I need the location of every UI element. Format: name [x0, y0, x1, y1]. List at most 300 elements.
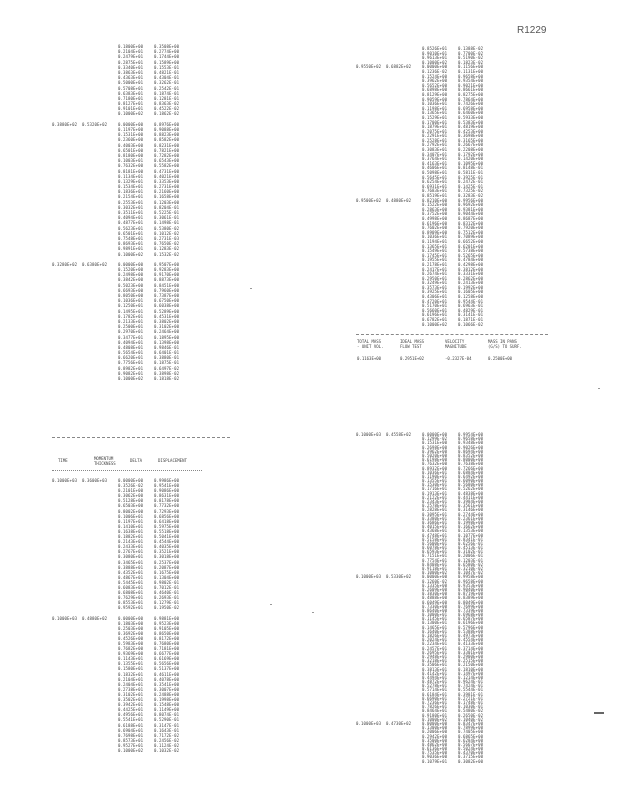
displacement-cell: 0.1532E-02 [154, 251, 180, 257]
thickness-cell: 0.3600E+03 [82, 478, 108, 483]
displacement-cell: 0.6284E+00 [458, 737, 484, 743]
delta-cell: 0.6593E+01 [422, 549, 448, 555]
delta-cell: 0.0000E+00 [422, 574, 448, 580]
scan-speck [312, 612, 314, 613]
displacement-cell: 0.3210E-02 [458, 566, 484, 571]
delta-cell: 0.7330E+00 [422, 603, 448, 609]
delta-cell: 0.8181E+00 [118, 168, 144, 174]
displacement-cell: 0.8389E+00 [458, 595, 484, 601]
displacement-cell: 0.2361E+00 [458, 515, 484, 521]
header-momentum-thickness: MOMENTUM THICKNESS [94, 456, 116, 466]
delta-cell: 0.2948E+01 [422, 653, 448, 659]
delta-cell: 0.2695E+01 [422, 649, 448, 655]
displacement-cell: 0.5796E+00 [458, 624, 484, 630]
delta-cell: 0.9036E+00 [422, 754, 448, 760]
displacement-cell: 0.7680E+00 [154, 641, 180, 646]
displacement-cell: 0.5225E-01 [154, 210, 180, 215]
displacement-cell: 0.3541E+00 [154, 681, 180, 687]
delta-cell: 0.7682E+00 [118, 646, 144, 652]
header-rule-top [52, 437, 230, 438]
delta-cell: 0.4720E+01 [422, 298, 448, 304]
delta-cell: 0.1000E+02 [422, 570, 448, 576]
delta-cell: 0.5708E+01 [118, 85, 144, 91]
delta-cell: 0.4888E+00 [422, 595, 448, 601]
displacement-cell: 0.1095E+00 [458, 160, 484, 166]
displacement-cell: 0.7864E+00 [458, 96, 484, 102]
displacement-cell: 0.1281E-01 [154, 95, 180, 101]
delta-cell: 0.3863E+01 [118, 69, 144, 75]
displacement-cell: 0.6856E+00 [154, 513, 180, 519]
displacement-cell: 0.3561E+00 [458, 503, 484, 509]
displacement-cell: 0.4298E+00 [458, 261, 484, 267]
delta-cell: 0.0000E+00 [118, 615, 144, 621]
delta-cell: 0.1520E+00 [118, 267, 144, 273]
time-cell [52, 748, 82, 753]
delta-cell: 0.3249E+01 [422, 280, 448, 286]
delta-cell: 0.9082E+01 [118, 370, 144, 376]
displacement-cell: 0.8582E+00 [154, 137, 180, 143]
delta-cell: 0.6501E+01 [118, 230, 144, 236]
displacement-cell: 0.1498E-01 [154, 220, 180, 226]
delta-cell: 0.2343E+01 [422, 499, 448, 504]
delta-cell: 0.2500E+01 [118, 324, 144, 330]
delta-cell: 0.5128E+00 [118, 498, 144, 504]
delta-cell: 0.2738E+01 [118, 686, 144, 692]
delta-cell: 0.3500E+00 [422, 737, 448, 743]
delta-cell: 0.2528E+01 [422, 137, 448, 143]
displacement-cell: 0.1032E-02 [154, 747, 180, 753]
delta-cell: 0.6383E+01 [118, 90, 144, 96]
delta-cell: 0.6196E+00 [422, 220, 448, 226]
delta-cell: 0.2767E+01 [118, 549, 144, 555]
displacement-cell: 0.1203E-01 [458, 557, 484, 563]
delta-cell: 0.1782E+01 [118, 313, 144, 319]
delta-cell: 0.7632E+00 [118, 163, 144, 169]
displacement-cell: 0.4973E+00 [458, 633, 484, 638]
delta-cell: 0.1465E+01 [422, 624, 448, 630]
displacement-cell: 0.6256E-01 [458, 540, 484, 546]
displacement-cell: 0.8687E+00 [458, 215, 484, 221]
displacement-cell: 0.3061E-01 [154, 215, 180, 221]
displacement-cell: 0.1398E+00 [154, 339, 180, 345]
delta-cell: 0.1000E+02 [422, 716, 448, 722]
displacement-cell: 0.5265E+00 [458, 252, 484, 258]
displacement-cell: 0.6580E-02 [458, 561, 484, 567]
delta-cell: 0.4306E+01 [422, 294, 448, 300]
delta-cell: 0.4094E+01 [118, 215, 144, 221]
displacement-cell: 0.5380E-02 [154, 225, 180, 231]
displacement-cell: 0.6963E-01 [458, 303, 484, 309]
displacement-cell: 0.5290E-01 [154, 717, 180, 723]
delta-cell: 0.5445E+01 [118, 579, 144, 585]
header-rule-bottom [52, 470, 202, 471]
delta-cell: 0.3080E+01 [118, 554, 144, 560]
delta-cell: 0.6136E+00 [422, 746, 448, 752]
delta-cell: 0.5714E+01 [422, 687, 448, 693]
delta-cell: 0.8640E+00 [422, 607, 448, 613]
delta-cell: 0.2006E+00 [422, 729, 448, 735]
delta-cell: 0.3502E+01 [118, 697, 144, 703]
delta-cell: 0.1495E+01 [118, 308, 144, 314]
displacement-cell: 0.2515E+00 [458, 658, 484, 664]
delta-cell: 0.0000E+00 [422, 432, 448, 437]
delta-cell: 0.2970E+01 [118, 329, 144, 335]
displacement-cell: 0.9021E+00 [458, 82, 484, 88]
displacement-cell: 0.1748E-01 [458, 700, 484, 705]
delta-cell: 0.7629E+01 [118, 595, 144, 601]
displacement-cell: 0.7172E-02 [154, 732, 180, 738]
displacement-cell: 0.5680E+00 [458, 482, 484, 488]
delta-cell: 0.2674E+01 [422, 271, 448, 277]
delta-cell: 0.9101E+01 [118, 106, 144, 112]
displacement-cell: 0.1792E+00 [458, 151, 484, 157]
time-cell [356, 759, 386, 763]
displacement-cell: 0.1862E-02 [154, 111, 180, 117]
delta-cell: 0.4748E+01 [422, 532, 448, 538]
delta-cell: 0.2234E+01 [422, 641, 448, 647]
delta-cell: 0.6693E+00 [118, 287, 144, 293]
displacement-cell: 0.4522E-02 [154, 106, 180, 112]
displacement-cell: 0.8451E+00 [154, 282, 180, 288]
delta-cell: 0.1745E+01 [422, 252, 448, 258]
displacement-cell: 0.8000E+00 [458, 457, 484, 463]
displacement-cell: 0.3165E+00 [458, 137, 484, 143]
scan-mark [594, 712, 604, 714]
displacement-cell: 0.5544E-01 [458, 687, 484, 693]
table-row [356, 759, 494, 763]
delta-cell: 0.3477E+01 [118, 334, 144, 340]
displacement-cell: 0.8976E+00 [154, 121, 180, 127]
delta-cell: 0.3764E+01 [422, 156, 448, 162]
delta-cell: 0.3506E+01 [422, 662, 448, 668]
delta-cell: 0.8127E+01 [118, 101, 144, 107]
displacement-cell: 0.1950E-02 [154, 605, 180, 611]
delta-cell: 0.7535E+00 [422, 750, 448, 756]
displacement-cell: 0.9353E+00 [458, 582, 484, 588]
left-lower-table [52, 478, 190, 753]
displacement-cell: 0.9105E+00 [154, 625, 180, 631]
delta-cell: 0.9059E+00 [422, 96, 448, 102]
delta-cell: 0.6184E+01 [422, 691, 448, 697]
displacement-cell: 0.4784E+00 [458, 257, 484, 263]
delta-cell: 0.6078E+01 [422, 545, 448, 551]
displacement-cell: 0.5582E+00 [154, 163, 180, 169]
displacement-cell: 0.6652E+00 [458, 238, 484, 244]
displacement-cell: 0.2862E+00 [458, 275, 484, 281]
delta-cell: 0.1190E+01 [422, 473, 448, 479]
thickness-cell: 0.4558E+02 [386, 432, 412, 437]
displacement-cell: 0.8363E-02 [154, 101, 180, 107]
scan-speck [270, 604, 272, 605]
delta-cell: 0.1079E+01 [422, 758, 448, 764]
displacement-cell: 0.3898E-02 [154, 370, 180, 376]
delta-cell: 0.2360E+00 [118, 137, 144, 143]
delta-cell: 0.6904E+01 [118, 727, 144, 733]
displacement-cell: 0.5388E+00 [458, 628, 484, 634]
displacement-cell: 0.9881E+00 [154, 615, 180, 621]
header-displacement: DISPLACEMENT [158, 458, 187, 463]
delta-cell: 0.2609E+00 [422, 586, 448, 592]
delta-cell: 0.7632E+00 [422, 461, 448, 467]
delta-cell: 0.1524E+00 [422, 73, 448, 79]
thickness-cell: 0.5320E+02 [82, 121, 108, 127]
time-cell: 0.3880E+02 [52, 121, 78, 127]
delta-cell: 0.2553E+01 [118, 199, 144, 205]
displacement-cell: 0.5480E-02 [458, 708, 484, 714]
delta-cell: 0.2133E+01 [118, 318, 144, 324]
displacement-cell: 0.9658E+00 [458, 578, 484, 584]
displacement-cell: 0.2650E-02 [458, 712, 484, 718]
delta-cell: 0.6083E+01 [118, 584, 144, 590]
delta-cell: 0.5170E+01 [422, 303, 448, 309]
delta-cell: 0.4094E+01 [118, 339, 144, 345]
delta-cell: 0.1955E+01 [422, 257, 448, 263]
displacement-cell: 0.7512E+00 [458, 229, 484, 235]
displacement-cell: 0.3714E+00 [458, 645, 484, 651]
delta-cell: 0.6254E+01 [422, 179, 448, 185]
displacement-cell: 0.2472E-01 [458, 179, 484, 185]
delta-cell: 0.2104E+01 [118, 676, 144, 682]
displacement-cell: 0.9802E-01 [154, 579, 180, 585]
displacement-cell: 0.1998E+00 [458, 519, 484, 525]
displacement-cell: 0.6418E+00 [154, 518, 180, 524]
delta-cell: 0.3888E+01 [118, 564, 144, 570]
displacement-cell: 0.7325E-02 [458, 188, 484, 194]
delta-cell: 0.2698E+00 [422, 444, 448, 450]
displacement-cell: 0.8631E+00 [154, 493, 180, 499]
displacement-cell: 0.3102E-01 [458, 549, 484, 555]
time-cell: 0.9550E+02 [356, 64, 382, 70]
delta-cell: 0.1640E+01 [422, 628, 448, 634]
displacement-cell: 0.2731E-03 [154, 235, 180, 241]
delta-cell: 0.1000E+02 [118, 111, 144, 117]
delta-cell: 0.9369E+00 [118, 651, 144, 657]
delta-cell: 0.2291E+01 [422, 133, 448, 139]
displacement-cell: 0.6169E+00 [154, 656, 180, 662]
displacement-cell: 0.2413E+00 [458, 280, 484, 286]
displacement-cell: 0.2693E-01 [154, 595, 180, 601]
displacement-cell: 0.1874E-01 [154, 90, 180, 96]
delta-cell: 0.6501E+00 [118, 147, 144, 153]
displacement-cell: 0.2208E+00 [458, 147, 484, 153]
delta-cell: 0.3407E+01 [422, 151, 448, 157]
displacement-cell: 0.9044E+00 [458, 211, 484, 217]
delta-cell: 0.2433E+01 [118, 544, 144, 550]
delta-cell: 0.1355E+01 [422, 478, 448, 484]
displacement-cell: 0.3984E+00 [458, 499, 484, 504]
delta-cell: 0.3962E+00 [422, 78, 448, 84]
delta-cell: 0.3686E+01 [422, 519, 448, 525]
displacement-cell: 0.4133E+00 [458, 641, 484, 647]
delta-cell: 0.2075E+01 [422, 128, 448, 134]
displacement-cell: 0.4544E+00 [154, 539, 180, 545]
displacement-cell: 0.3802E+00 [154, 318, 180, 324]
displacement-cell: 0.5667E+00 [458, 741, 484, 747]
displacement-cell: 0.5289E+00 [154, 308, 180, 314]
delta-cell: 0.7180E+01 [118, 95, 144, 101]
left-upper-table [52, 44, 190, 381]
displacement-cell: 0.7293E+00 [154, 508, 180, 514]
delta-cell: 0.5278E+01 [422, 683, 448, 689]
displacement-cell: 0.2087E+00 [154, 564, 180, 570]
displacement-cell: 0.6958E+00 [458, 105, 484, 111]
displacement-cell: 0.2774E+00 [154, 49, 180, 55]
displacement-cell: 0.9658E+00 [458, 73, 484, 79]
displacement-cell: 0.9658E+00 [458, 436, 484, 442]
delta-cell: 0.2828E+01 [422, 507, 448, 513]
delta-cell: 0.1134E+01 [118, 173, 144, 179]
displacement-cell: 0.6201E+00 [458, 243, 484, 249]
delta-cell: 0.1529E+01 [422, 114, 448, 120]
delta-cell: 0.6049E+00 [422, 599, 448, 605]
displacement-cell: 0.9958E+00 [458, 574, 484, 580]
delta-cell: 0.8932E+00 [422, 465, 448, 471]
delta-cell: 0.9592E+01 [118, 605, 144, 611]
displacement-cell: 0.1156E+00 [458, 64, 484, 70]
delta-cell: 0.2875E+01 [118, 59, 144, 65]
displacement-cell: 0.8347E+00 [458, 720, 484, 726]
displacement-cell: 0.3880E-01 [154, 355, 180, 361]
displacement-cell: 0.4554E+00 [458, 637, 484, 643]
displacement-cell: 0.1871E-01 [458, 317, 484, 323]
delta-cell: 0.9527E+01 [118, 742, 144, 748]
displacement-cell: 0.1875E-01 [154, 360, 180, 366]
displacement-cell: 0.8341E-01 [458, 536, 484, 542]
displacement-cell: 0.1258E+00 [458, 294, 484, 300]
displacement-cell: 0.1203E+00 [154, 199, 180, 205]
delta-cell: 0.5660E+01 [422, 307, 448, 313]
displacement-cell: 0.7899E+00 [458, 725, 484, 731]
delta-cell: 0.3830E+00 [422, 591, 448, 597]
displacement-cell: 0.6677E+00 [154, 651, 180, 657]
displacement-cell: 0.2744E+00 [458, 511, 484, 517]
delta-cell: 0.8464E+01 [422, 708, 448, 714]
displacement-cell: 0.1662E+00 [458, 524, 484, 530]
displacement-cell: 0.2464E+00 [154, 329, 180, 335]
delta-cell: 0.1036E+01 [422, 469, 448, 475]
displacement-cell: 0.4021E+00 [154, 173, 180, 179]
delta-cell: 0.5023E+00 [118, 282, 144, 288]
delta-cell: 0.2457E+01 [422, 645, 448, 651]
delta-cell: 0.4494E+01 [422, 674, 448, 680]
displacement-cell: 0.2900E+00 [458, 653, 484, 659]
summary-value-velocity: -0.2327E-04 [445, 356, 472, 361]
displacement-cell: 0.6038E+00 [154, 303, 180, 309]
displacement-cell: 0.9692E+00 [458, 202, 484, 208]
delta-cell: 0.3526E-02 [118, 483, 144, 489]
delta-cell: 0.7602E+00 [422, 225, 448, 231]
displacement-cell: 0.8148E-01 [458, 165, 484, 171]
displacement-cell: 0.3018E+00 [154, 554, 180, 560]
displacement-cell: 0.1040E-02 [458, 716, 484, 722]
displacement-cell: 0.1077E+00 [458, 532, 484, 538]
delta-cell: 0.3925E+01 [422, 289, 448, 295]
summary-header-velocity: VELOCITY MAGNITUDE [445, 339, 467, 349]
delta-cell: 0.1143E+01 [118, 656, 144, 662]
delta-cell: 0.6503E+00 [118, 503, 144, 509]
delta-cell: 0.1522E+00 [422, 202, 448, 208]
displacement-cell: 0.1388E-02 [458, 46, 484, 51]
delta-cell: 0.1260E-02 [422, 578, 448, 584]
displacement-cell: 0.6884E+00 [458, 469, 484, 475]
delta-cell: 0.1036E+01 [422, 101, 448, 107]
displacement-cell: 0.7920E+00 [458, 225, 484, 231]
displacement-cell: 0.2150E+00 [458, 662, 484, 668]
displacement-cell: 0.1149E+00 [154, 707, 180, 713]
delta-cell: 0.8526E+01 [422, 46, 448, 51]
delta-cell: 0.7548E+01 [118, 235, 144, 241]
displacement-cell: 0.7089E+00 [458, 234, 484, 240]
time-cell: 0.1000E+03 [356, 432, 382, 437]
header-delta: DELTA [130, 458, 143, 463]
displacement-cell: 0.8275E+00 [458, 91, 484, 97]
delta-cell: 0.1531E+00 [422, 440, 448, 446]
delta-cell: 0.1194E+01 [422, 238, 448, 244]
displacement-cell: 0.1643E-01 [154, 727, 180, 733]
delta-cell: 0.3752E+00 [422, 211, 448, 217]
delta-cell: 0.8519E+01 [422, 193, 448, 198]
delta-cell: 0.4867E+01 [118, 574, 144, 580]
delta-cell: 0.2122E+01 [422, 494, 448, 500]
displacement-cell: 0.1823E-02 [458, 59, 484, 65]
displacement-cell: 0.5262E+00 [458, 486, 484, 492]
delta-cell: 0.5652E+00 [422, 82, 448, 88]
delta-cell: 0.4606E+01 [422, 165, 448, 171]
delta-cell: 0.5623E+01 [118, 225, 144, 231]
displacement-cell: 0.1131E+00 [458, 68, 484, 74]
displacement-cell: 0.3301E+00 [458, 649, 484, 655]
displacement-cell: 0.7405E+00 [458, 729, 484, 735]
delta-cell: 0.2104E+01 [118, 49, 144, 55]
displacement-cell: 0.5024E+00 [458, 746, 484, 752]
time-cell [52, 376, 82, 381]
delta-cell: 0.6620E+01 [118, 355, 144, 361]
displacement-cell: 0.1548E+00 [154, 702, 180, 708]
displacement-cell: 0.7960E+00 [154, 287, 180, 293]
delta-cell: 0.1329E+01 [118, 178, 144, 184]
displacement-cell: 0.1998E+00 [154, 697, 180, 703]
displacement-cell: 0.1283E-02 [154, 246, 180, 252]
displacement-cell: 0.3812E+00 [458, 266, 484, 272]
delta-cell: 0.2942E+00 [422, 733, 448, 739]
displacement-cell: 0.2488E+00 [154, 691, 180, 697]
displacement-cell: 0.2160E+00 [154, 189, 180, 195]
thickness-cell [386, 322, 422, 327]
delta-cell: 0.5158E+01 [422, 536, 448, 542]
displacement-cell: 0.8074E-01 [154, 712, 180, 718]
thickness-cell: 0.6882E+02 [386, 64, 412, 70]
delta-cell: 0.8909E+00 [422, 229, 448, 235]
delta-cell: 0.1530E+01 [422, 482, 448, 488]
delta-cell: 0.4363E+01 [118, 75, 144, 81]
delta-cell: 0.6808E+01 [118, 590, 144, 596]
displacement-cell: 0.6587E+00 [458, 616, 484, 622]
delta-cell: 0.8210E+00 [422, 197, 448, 203]
table-row [356, 322, 494, 327]
displacement-cell: 0.8352E+00 [458, 452, 484, 458]
delta-cell: 0.1197E+01 [118, 518, 144, 524]
delta-cell: 0.3813E+01 [422, 666, 448, 672]
delta-cell: 0.1000E+02 [118, 376, 144, 381]
delta-cell: 0.1531E+00 [118, 132, 144, 138]
displacement-cell: 0.5811E-01 [458, 170, 484, 176]
displacement-cell: 0.1992E+00 [458, 284, 484, 290]
summary-value-total-mass: 0.1163E+00 [357, 356, 382, 361]
displacement-cell: 0.3102E+00 [154, 324, 180, 330]
delta-cell: 0.3692E+00 [118, 630, 144, 636]
displacement-cell: 0.1030E-01 [458, 704, 484, 710]
displacement-cell: 0.1353E+00 [458, 528, 484, 534]
